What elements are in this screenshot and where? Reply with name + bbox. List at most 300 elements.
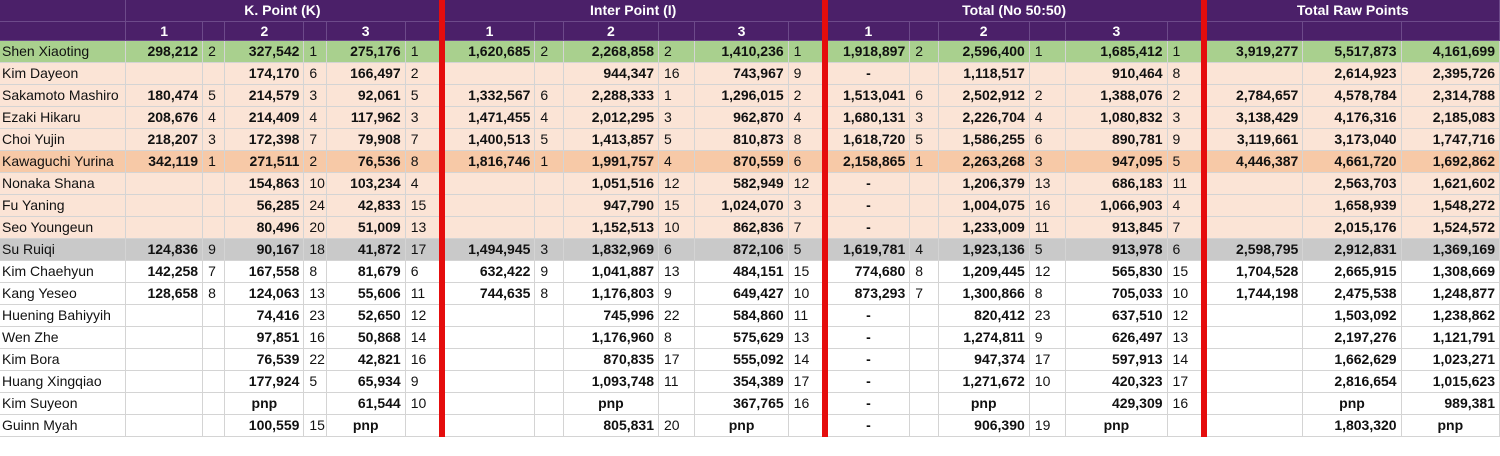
inter-point-value-cell: 1,051,516 xyxy=(563,172,658,194)
inter-point-rank-cell: 20 xyxy=(659,414,695,436)
total-value-cell: 2,158,865 xyxy=(825,150,910,172)
total-value-cell: 705,033 xyxy=(1066,282,1167,304)
inter-point-value-cell xyxy=(442,172,535,194)
total-value-cell: 913,845 xyxy=(1066,216,1167,238)
k-point-value-cell: 51,009 xyxy=(326,216,405,238)
contestant-name: Seo Youngeun xyxy=(0,216,126,238)
total-rank-cell: 5 xyxy=(1029,238,1065,260)
k-point-rank-cell xyxy=(203,194,225,216)
total-value-cell: - xyxy=(825,172,910,194)
table-row xyxy=(0,392,1500,414)
total-value-cell: 873,293 xyxy=(825,282,910,304)
k-point-value-cell: 100,559 xyxy=(225,414,304,436)
table-row xyxy=(0,84,1500,106)
k-point-value-cell: 342,119 xyxy=(126,150,203,172)
raw-points-cell: 4,446,387 xyxy=(1204,150,1303,172)
inter-point-value-cell xyxy=(442,62,535,84)
k-point-rank-cell: 10 xyxy=(304,172,326,194)
total-value-cell: - xyxy=(825,62,910,84)
raw-points-cell: 3,119,661 xyxy=(1204,128,1303,150)
raw-points-cell: 4,578,784 xyxy=(1303,84,1401,106)
inter-point-value-cell xyxy=(442,414,535,436)
k-point-value-cell: 41,872 xyxy=(326,238,405,260)
raw-points-cell: 1,248,877 xyxy=(1401,282,1499,304)
k-point-rank-cell: 22 xyxy=(304,348,326,370)
inter-point-rank-cell: 5 xyxy=(535,128,563,150)
inter-point-rank-cell: 17 xyxy=(788,370,824,392)
inter-point-rank-cell: 16 xyxy=(788,392,824,414)
raw-points-cell: 2,816,654 xyxy=(1303,370,1401,392)
contestant-name: Choi Yujin xyxy=(0,128,126,150)
inter-point-value-cell: 1,176,960 xyxy=(563,326,658,348)
total-value-cell: 2,502,912 xyxy=(938,84,1029,106)
inter-point-rank-cell: 1 xyxy=(659,84,695,106)
table-row xyxy=(0,216,1500,238)
total-rank-cell: 14 xyxy=(1167,348,1204,370)
k-point-value-cell xyxy=(126,370,203,392)
total-rank-cell: 4 xyxy=(910,238,938,260)
t-sub-3: 3 xyxy=(1066,21,1167,40)
inter-point-rank-cell: 5 xyxy=(788,238,824,260)
total-value-cell: 597,913 xyxy=(1066,348,1167,370)
k-point-value-cell: 42,833 xyxy=(326,194,405,216)
k-point-rank-cell xyxy=(203,62,225,84)
inter-point-rank-cell xyxy=(535,392,563,414)
k-point-rank-cell: 13 xyxy=(405,216,442,238)
total-value-cell: 1,918,897 xyxy=(825,40,910,62)
k-point-rank-cell: 9 xyxy=(203,238,225,260)
k-point-rank-cell: 11 xyxy=(405,282,442,304)
total-rank-cell xyxy=(910,326,938,348)
k-point-value-cell: 177,924 xyxy=(225,370,304,392)
k-point-rank-cell: 12 xyxy=(405,304,442,326)
total-value-cell: 1,233,009 xyxy=(938,216,1029,238)
k-point-rank-cell: 18 xyxy=(304,238,326,260)
inter-point-value-cell: 1,176,803 xyxy=(563,282,658,304)
total-rank-cell: 6 xyxy=(910,84,938,106)
inter-point-value-cell: 810,873 xyxy=(695,128,788,150)
total-value-cell: 1,300,866 xyxy=(938,282,1029,304)
k-point-value-cell: 65,934 xyxy=(326,370,405,392)
total-value-cell: 910,464 xyxy=(1066,62,1167,84)
total-rank-cell: 9 xyxy=(1029,326,1065,348)
k-point-value-cell: 103,234 xyxy=(326,172,405,194)
total-value-cell: pnp xyxy=(938,392,1029,414)
inter-point-value-cell: 649,427 xyxy=(695,282,788,304)
contestant-name: Kim Chaehyun xyxy=(0,260,126,282)
k-point-rank-cell: 5 xyxy=(304,370,326,392)
inter-point-value-cell: 1,332,567 xyxy=(442,84,535,106)
total-rank-cell: 8 xyxy=(910,260,938,282)
group-header-inter-point: Inter Point (I) xyxy=(442,0,825,21)
k-point-rank-cell: 2 xyxy=(304,150,326,172)
total-value-cell: 429,309 xyxy=(1066,392,1167,414)
inter-point-rank-cell xyxy=(535,216,563,238)
k-sub-2: 2 xyxy=(225,21,304,40)
inter-point-rank-cell xyxy=(535,194,563,216)
total-value-cell: 1,271,672 xyxy=(938,370,1029,392)
inter-point-rank-cell: 2 xyxy=(788,84,824,106)
raw-points-cell: 1,744,198 xyxy=(1204,282,1303,304)
table-row xyxy=(0,62,1500,84)
group-header-total: Total (No 50:50) xyxy=(825,0,1204,21)
k-point-rank-cell: 3 xyxy=(203,128,225,150)
inter-point-rank-cell xyxy=(535,304,563,326)
i-sub-3: 3 xyxy=(695,21,788,40)
total-rank-cell: 12 xyxy=(1167,304,1204,326)
inter-point-value-cell: 555,092 xyxy=(695,348,788,370)
inter-point-value-cell: 1,494,945 xyxy=(442,238,535,260)
k-point-value-cell: 42,821 xyxy=(326,348,405,370)
k-point-rank-cell: 17 xyxy=(405,238,442,260)
inter-point-value-cell: 1,410,236 xyxy=(695,40,788,62)
k-point-value-cell: 81,679 xyxy=(326,260,405,282)
raw-points-cell: 2,475,538 xyxy=(1303,282,1401,304)
total-rank-cell: 1 xyxy=(1167,40,1204,62)
k-point-value-cell: 55,606 xyxy=(326,282,405,304)
k-point-rank-cell: 7 xyxy=(304,128,326,150)
inter-point-value-cell: 367,765 xyxy=(695,392,788,414)
inter-point-value-cell xyxy=(442,326,535,348)
contestant-name: Sakamoto Mashiro xyxy=(0,84,126,106)
t-sub-1: 1 xyxy=(825,21,910,40)
inter-point-value-cell: 1,816,746 xyxy=(442,150,535,172)
total-rank-cell: 3 xyxy=(1167,106,1204,128)
raw-points-cell xyxy=(1204,172,1303,194)
raw-points-cell: 1,621,602 xyxy=(1401,172,1499,194)
inter-point-value-cell: 632,422 xyxy=(442,260,535,282)
inter-point-value-cell: 1,832,969 xyxy=(563,238,658,260)
k-point-rank-cell: 4 xyxy=(203,106,225,128)
table-row xyxy=(0,260,1500,282)
total-rank-cell: 10 xyxy=(1167,282,1204,304)
k-point-value-cell: 61,544 xyxy=(326,392,405,414)
k-point-value-cell: 74,416 xyxy=(225,304,304,326)
raw-points-cell: 4,161,699 xyxy=(1401,40,1499,62)
raw-points-cell: 1,658,939 xyxy=(1303,194,1401,216)
raw-points-cell: 3,173,040 xyxy=(1303,128,1401,150)
raw-points-cell: 5,517,873 xyxy=(1303,40,1401,62)
raw-points-cell: 1,662,629 xyxy=(1303,348,1401,370)
raw-points-cell: 1,503,092 xyxy=(1303,304,1401,326)
total-value-cell: 820,412 xyxy=(938,304,1029,326)
inter-point-value-cell: 1,024,070 xyxy=(695,194,788,216)
k-point-rank-cell: 8 xyxy=(405,150,442,172)
total-rank-cell xyxy=(1029,62,1065,84)
total-rank-cell: 17 xyxy=(1167,370,1204,392)
k-point-value-cell xyxy=(126,304,203,326)
total-value-cell: 2,596,400 xyxy=(938,40,1029,62)
k-point-rank-cell: 16 xyxy=(304,326,326,348)
k-point-value-cell: 50,868 xyxy=(326,326,405,348)
inter-point-rank-cell: 11 xyxy=(659,370,695,392)
total-rank-cell: 11 xyxy=(1167,172,1204,194)
raw-points-cell xyxy=(1204,370,1303,392)
contestant-name: Kang Yeseo xyxy=(0,282,126,304)
contestant-name: Guinn Myah xyxy=(0,414,126,436)
inter-point-rank-cell xyxy=(788,414,824,436)
raw-points-cell: 2,197,276 xyxy=(1303,326,1401,348)
inter-point-rank-cell xyxy=(535,370,563,392)
k-point-value-cell: 214,409 xyxy=(225,106,304,128)
k-point-value-cell: 79,908 xyxy=(326,128,405,150)
inter-point-rank-cell: 16 xyxy=(659,62,695,84)
contestant-name: Kim Dayeon xyxy=(0,62,126,84)
inter-point-rank-cell xyxy=(535,326,563,348)
table-row xyxy=(0,128,1500,150)
inter-point-rank-cell: 4 xyxy=(788,106,824,128)
k-point-rank-cell: 10 xyxy=(405,392,442,414)
total-value-cell: - xyxy=(825,414,910,436)
inter-point-value-cell xyxy=(442,348,535,370)
inter-point-rank-cell xyxy=(659,392,695,414)
total-value-cell: - xyxy=(825,370,910,392)
inter-point-value-cell: 743,967 xyxy=(695,62,788,84)
k-point-value-cell: 208,676 xyxy=(126,106,203,128)
k-point-value-cell: 128,658 xyxy=(126,282,203,304)
k-point-rank-cell: 16 xyxy=(405,348,442,370)
k-point-rank-cell: 6 xyxy=(304,62,326,84)
k-point-rank-cell: 3 xyxy=(304,84,326,106)
contestant-name: Kawaguchi Yurina xyxy=(0,150,126,172)
total-rank-cell: 4 xyxy=(1029,106,1065,128)
raw-points-cell xyxy=(1204,62,1303,84)
k-point-value-cell: 52,650 xyxy=(326,304,405,326)
k-point-value-cell: 154,863 xyxy=(225,172,304,194)
k-point-value-cell xyxy=(126,194,203,216)
raw-points-cell: 2,784,657 xyxy=(1204,84,1303,106)
k-point-rank-cell xyxy=(304,392,326,414)
inter-point-rank-cell: 4 xyxy=(535,106,563,128)
table-row xyxy=(0,370,1500,392)
inter-point-value-cell: 745,996 xyxy=(563,304,658,326)
contestant-name: Kim Suyeon xyxy=(0,392,126,414)
inter-point-rank-cell: 10 xyxy=(659,216,695,238)
inter-point-value-cell: 1,093,748 xyxy=(563,370,658,392)
total-value-cell: 637,510 xyxy=(1066,304,1167,326)
raw-points-cell: 2,912,831 xyxy=(1303,238,1401,260)
inter-point-value-cell: 354,389 xyxy=(695,370,788,392)
k-point-value-cell: 124,836 xyxy=(126,238,203,260)
total-rank-cell xyxy=(910,414,938,436)
total-value-cell: - xyxy=(825,216,910,238)
k-point-value-cell xyxy=(126,216,203,238)
k-point-value-cell xyxy=(126,62,203,84)
k-point-value-cell: 214,579 xyxy=(225,84,304,106)
total-rank-cell xyxy=(910,392,938,414)
k-point-rank-cell: 23 xyxy=(304,304,326,326)
raw-points-cell: 1,704,528 xyxy=(1204,260,1303,282)
inter-point-rank-cell: 4 xyxy=(659,150,695,172)
raw-points-cell: 3,138,429 xyxy=(1204,106,1303,128)
total-rank-cell: 5 xyxy=(1167,150,1204,172)
raw-points-cell: 1,747,716 xyxy=(1401,128,1499,150)
raw-points-cell xyxy=(1204,348,1303,370)
k-point-value-cell: 92,061 xyxy=(326,84,405,106)
inter-point-rank-cell: 5 xyxy=(659,128,695,150)
total-value-cell: 1,923,136 xyxy=(938,238,1029,260)
group-header-raw-points: Total Raw Points xyxy=(1204,0,1500,21)
inter-point-rank-cell: 3 xyxy=(659,106,695,128)
table-row xyxy=(0,172,1500,194)
k-point-value-cell: 167,558 xyxy=(225,260,304,282)
inter-point-value-cell: 862,836 xyxy=(695,216,788,238)
k-point-rank-cell: 1 xyxy=(203,150,225,172)
inter-point-value-cell: 1,041,887 xyxy=(563,260,658,282)
total-value-cell: 2,263,268 xyxy=(938,150,1029,172)
raw-points-cell: pnp xyxy=(1401,414,1499,436)
inter-point-value-cell: 870,559 xyxy=(695,150,788,172)
raw-points-cell: 2,665,915 xyxy=(1303,260,1401,282)
total-rank-cell xyxy=(910,216,938,238)
k-point-rank-cell: 14 xyxy=(405,326,442,348)
k-point-rank-cell: 4 xyxy=(405,172,442,194)
k-point-rank-cell: 2 xyxy=(405,62,442,84)
inter-point-value-cell: 962,870 xyxy=(695,106,788,128)
raw-points-cell xyxy=(1204,414,1303,436)
total-rank-cell: 23 xyxy=(1029,304,1065,326)
contestant-name: Nonaka Shana xyxy=(0,172,126,194)
total-rank-cell: 10 xyxy=(1029,370,1065,392)
table-row xyxy=(0,282,1500,304)
total-rank-cell: 11 xyxy=(1029,216,1065,238)
total-value-cell: 890,781 xyxy=(1066,128,1167,150)
k-point-rank-cell: 1 xyxy=(405,40,442,62)
inter-point-rank-cell: 13 xyxy=(788,326,824,348)
total-rank-cell: 16 xyxy=(1167,392,1204,414)
k-point-rank-cell: 24 xyxy=(304,194,326,216)
inter-point-value-cell: 744,635 xyxy=(442,282,535,304)
raw-points-cell: 1,238,862 xyxy=(1401,304,1499,326)
inter-point-rank-cell: 9 xyxy=(659,282,695,304)
total-rank-cell xyxy=(910,194,938,216)
total-rank-cell: 7 xyxy=(1167,216,1204,238)
inter-point-rank-cell: 3 xyxy=(535,238,563,260)
inter-point-rank-cell: 9 xyxy=(788,62,824,84)
k-point-rank-cell xyxy=(203,348,225,370)
raw-points-cell xyxy=(1204,326,1303,348)
inter-point-value-cell: 944,347 xyxy=(563,62,658,84)
inter-point-value-cell: 2,012,295 xyxy=(563,106,658,128)
i-sub-2: 2 xyxy=(563,21,658,40)
total-value-cell: 947,095 xyxy=(1066,150,1167,172)
total-rank-cell xyxy=(910,172,938,194)
inter-point-rank-cell: 14 xyxy=(788,348,824,370)
inter-point-value-cell: 1,296,015 xyxy=(695,84,788,106)
table-row xyxy=(0,150,1500,172)
contestant-name: Wen Zhe xyxy=(0,326,126,348)
total-rank-cell: 2 xyxy=(1029,84,1065,106)
total-rank-cell: 16 xyxy=(1029,194,1065,216)
raw-points-cell xyxy=(1204,216,1303,238)
k-point-value-cell: 76,539 xyxy=(225,348,304,370)
total-rank-cell: 2 xyxy=(1167,84,1204,106)
k-point-rank-cell: 7 xyxy=(203,260,225,282)
total-value-cell: - xyxy=(825,194,910,216)
total-rank-cell: 3 xyxy=(1029,150,1065,172)
total-rank-cell: 13 xyxy=(1167,326,1204,348)
inter-point-value-cell: 2,268,858 xyxy=(563,40,658,62)
corner-header xyxy=(0,0,126,21)
raw-points-cell: 2,015,176 xyxy=(1303,216,1401,238)
total-rank-cell: 1 xyxy=(910,150,938,172)
inter-point-rank-cell: 3 xyxy=(788,194,824,216)
k-point-value-cell: 180,474 xyxy=(126,84,203,106)
k-point-value-cell: 142,258 xyxy=(126,260,203,282)
k-point-rank-cell xyxy=(203,216,225,238)
raw-points-cell: 1,023,271 xyxy=(1401,348,1499,370)
total-rank-cell: 8 xyxy=(1029,282,1065,304)
inter-point-value-cell xyxy=(442,216,535,238)
k-point-rank-cell: 1 xyxy=(304,40,326,62)
inter-point-rank-cell: 1 xyxy=(788,40,824,62)
k-point-rank-cell: 9 xyxy=(405,370,442,392)
k-point-value-cell: 271,511 xyxy=(225,150,304,172)
contestant-name: Kim Bora xyxy=(0,348,126,370)
total-rank-cell xyxy=(1029,392,1065,414)
table-row xyxy=(0,414,1500,436)
inter-point-rank-cell: 12 xyxy=(788,172,824,194)
raw-points-cell: 1,015,623 xyxy=(1401,370,1499,392)
k-point-rank-cell: 15 xyxy=(304,414,326,436)
total-rank-cell: 12 xyxy=(1029,260,1065,282)
k-point-rank-cell xyxy=(203,370,225,392)
inter-point-value-cell: 584,860 xyxy=(695,304,788,326)
inter-point-value-cell: 1,152,513 xyxy=(563,216,658,238)
k-point-rank-cell: 5 xyxy=(203,84,225,106)
contestant-name: Shen Xiaoting xyxy=(0,40,126,62)
inter-point-rank-cell xyxy=(535,62,563,84)
k-sub-1: 1 xyxy=(126,21,203,40)
total-value-cell: - xyxy=(825,348,910,370)
raw-points-cell: 4,176,316 xyxy=(1303,106,1401,128)
total-value-cell: 1,274,811 xyxy=(938,326,1029,348)
total-rank-cell xyxy=(910,348,938,370)
raw-points-cell: 989,381 xyxy=(1401,392,1499,414)
inter-point-rank-cell xyxy=(535,414,563,436)
inter-point-value-cell: 1,471,455 xyxy=(442,106,535,128)
total-rank-cell: 9 xyxy=(1167,128,1204,150)
inter-point-value-cell: 1,413,857 xyxy=(563,128,658,150)
inter-point-value-cell: 1,620,685 xyxy=(442,40,535,62)
contestant-name: Ezaki Hikaru xyxy=(0,106,126,128)
total-rank-cell: 1 xyxy=(1029,40,1065,62)
k-point-rank-cell: 8 xyxy=(203,282,225,304)
inter-point-rank-cell: 9 xyxy=(535,260,563,282)
inter-point-value-cell: 484,151 xyxy=(695,260,788,282)
k-point-rank-cell: 3 xyxy=(405,106,442,128)
k-point-value-cell: 90,167 xyxy=(225,238,304,260)
total-value-cell: 1,619,781 xyxy=(825,238,910,260)
inter-point-rank-cell: 7 xyxy=(788,216,824,238)
k-point-value-cell: 327,542 xyxy=(225,40,304,62)
inter-point-rank-cell: 2 xyxy=(659,40,695,62)
k-point-rank-cell: 2 xyxy=(203,40,225,62)
k-point-rank-cell xyxy=(405,414,442,436)
t-sub-2: 2 xyxy=(938,21,1029,40)
inter-point-value-cell: 2,288,333 xyxy=(563,84,658,106)
total-value-cell: 1,080,832 xyxy=(1066,106,1167,128)
k-point-rank-cell: 15 xyxy=(405,194,442,216)
total-value-cell: 1,206,379 xyxy=(938,172,1029,194)
total-rank-cell xyxy=(910,62,938,84)
inter-point-value-cell xyxy=(442,194,535,216)
inter-point-rank-cell: 2 xyxy=(535,40,563,62)
table-row xyxy=(0,348,1500,370)
inter-point-rank-cell: 22 xyxy=(659,304,695,326)
total-rank-cell: 4 xyxy=(1167,194,1204,216)
inter-point-rank-cell: 8 xyxy=(788,128,824,150)
